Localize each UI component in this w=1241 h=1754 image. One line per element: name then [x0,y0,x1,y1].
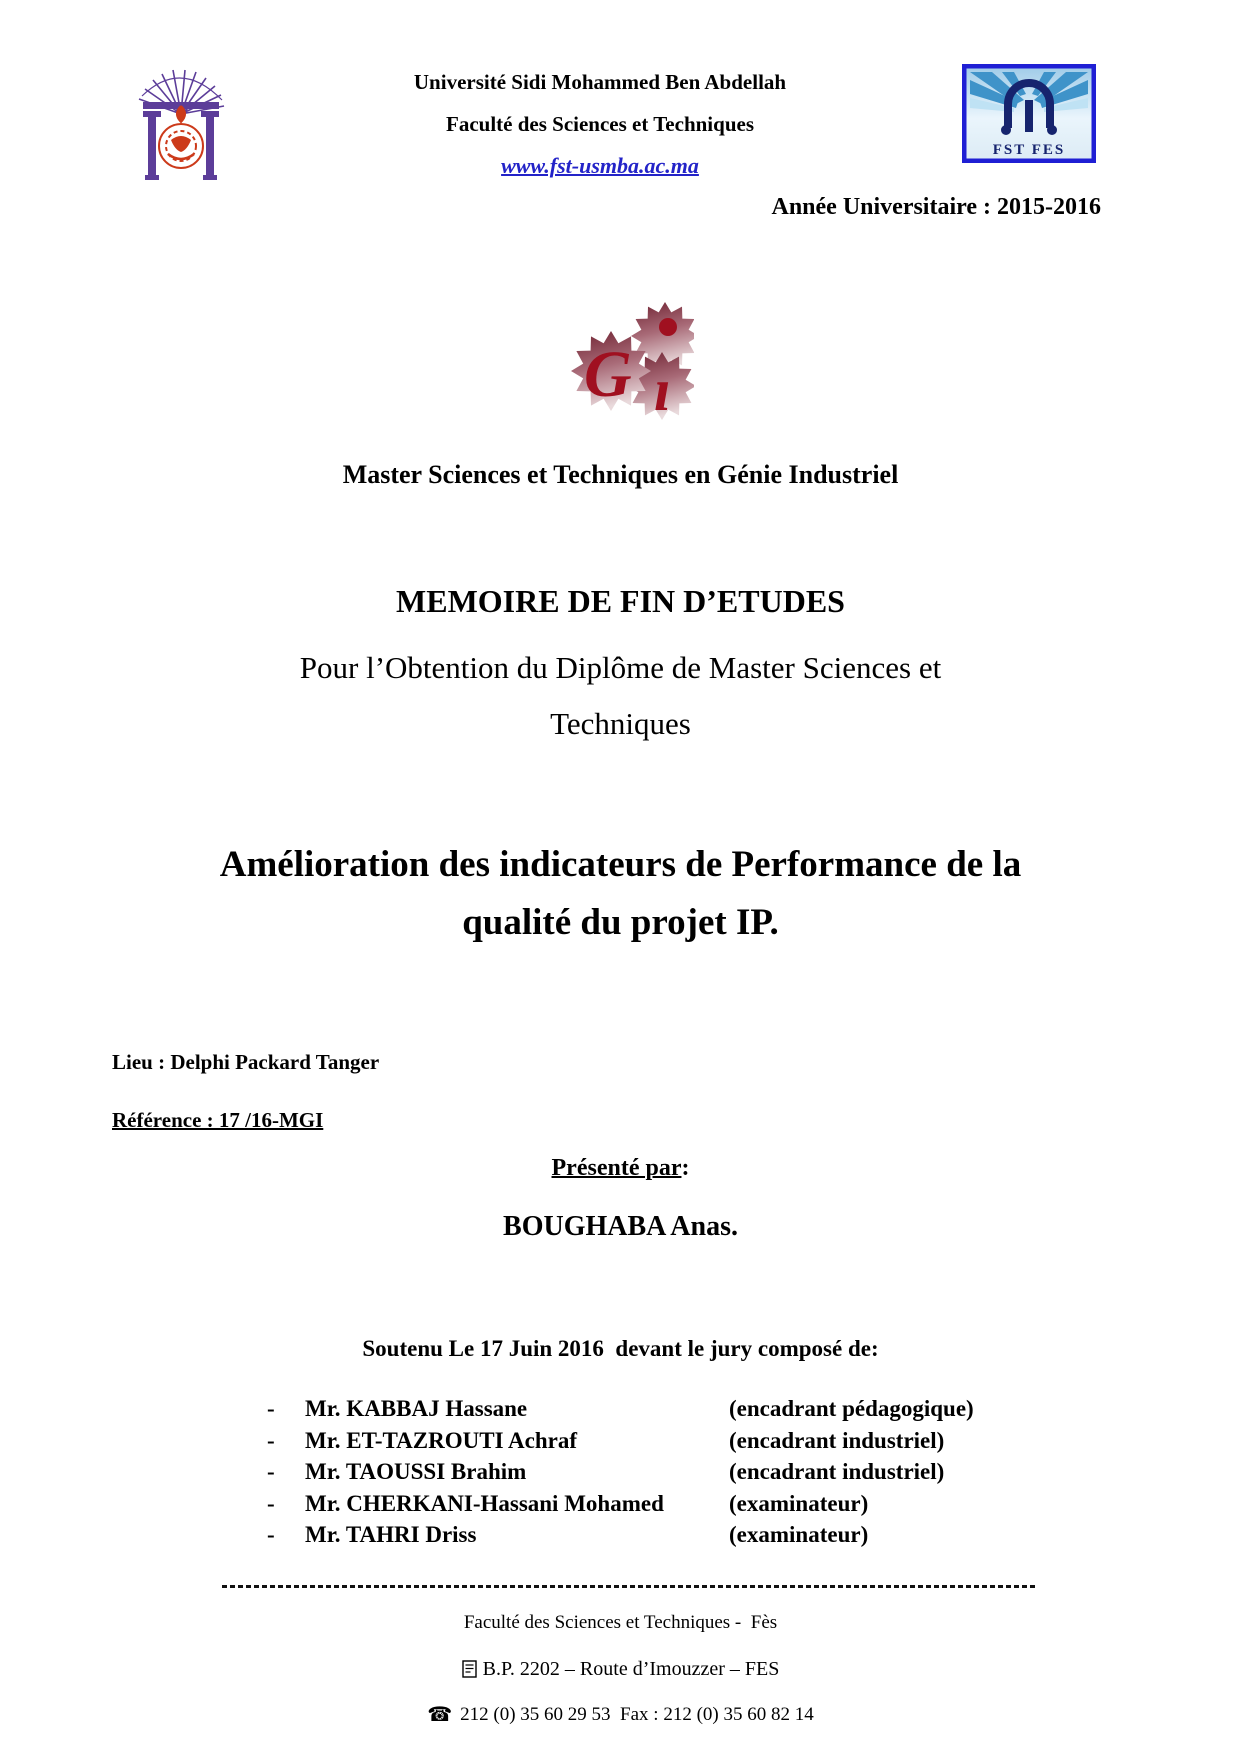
footer-faculty-line: Faculté des Sciences et Techniques - Fès [463,1612,778,1633]
jury-row [267,1428,1167,1460]
jury-row [267,1522,1167,1554]
header-website-row [240,153,960,179]
jury-member-role: (encadrant industriel) [729,1459,945,1485]
thesis-title-line1: Amélioration des indicateurs de Performance de la [219,844,1022,885]
jury-member-name: Mr. TAHRI Driss [305,1522,477,1548]
jury-list [267,1396,1167,1554]
jury-member-role: (examinateur) [729,1490,869,1516]
website-link[interactable]: www.fst-usmba.ac.ma [501,153,699,178]
jury-member-name: Mr. TAOUSSI Brahim [305,1459,527,1485]
footer-phone-text: 212 (0) 35 60 29 53 Fax : 212 (0) 35 60 82 14 [460,1704,814,1725]
fst-fes-logo-icon [962,64,1096,163]
jury-member-role: (examinateur) [729,1522,869,1548]
gi-logo-svg [566,294,694,420]
dashed-separator [222,1585,1038,1588]
footer-address-line [0,1658,1241,1681]
thesis-title-line2: qualité du projet IP. [462,902,779,943]
jury-bullet: - [267,1427,275,1453]
jury-member-name: Mr. KABBAJ Hassane [305,1396,528,1421]
phone-icon: ☎ [427,1702,453,1726]
memoire-heading: MEMOIRE DE FIN D’ETUDES [396,583,845,619]
academic-year: Année Universitaire : 2015-2016 [771,194,1101,220]
footer-address-text: B.P. 2202 – Route d’Imouzzer – FES [482,1658,780,1680]
gi-letter-g: G [584,338,632,411]
reference-line: Référence : 17 /16-MGI [112,1108,324,1132]
location-line: Lieu : Delphi Packard Tanger [112,1050,380,1074]
jury-row [267,1459,1167,1491]
defense-line: Soutenu Le 17 Juin 2016 devant le jury composé de: [362,1336,879,1361]
author-name: BOUGHABA Anas. [503,1211,738,1242]
jury-row [267,1491,1167,1523]
presented-by-colon: : [681,1155,690,1181]
memoire-subtitle-line2: Techniques [550,706,691,741]
jury-member-role: (encadrant pédagogique) [729,1396,974,1421]
fst-fes-logo-svg [962,64,1096,163]
document-icon [462,1660,477,1678]
genie-industriel-gears-icon [566,294,694,420]
jury-member-name: Mr. ET-TAZROUTI Achraf [305,1427,577,1453]
gi-letter-i: ı [654,357,671,420]
university-emblem-svg [128,56,234,182]
jury-member-role: (encadrant industriel) [729,1427,945,1453]
presented-by-label [0,1155,1241,1182]
presented-by-underlined: Présenté par [551,1155,682,1181]
jury-bullet: - [267,1522,275,1548]
footer-phone-line [0,1702,1241,1726]
jury-row [267,1396,1167,1428]
university-emblem-icon [128,56,234,182]
header-faculty-name: Faculté des Sciences et Techniques [446,112,754,136]
jury-bullet: - [267,1459,275,1485]
program-title: Master Sciences et Techniques en Génie Industriel [342,460,899,489]
jury-bullet: - [267,1396,275,1421]
jury-member-name: Mr. CHERKANI-Hassani Mohamed [305,1490,664,1516]
memoire-subtitle-line1: Pour l’Obtention du Diplôme de Master Sciences et [299,650,942,685]
fst-logo-text: FST FES [992,142,1066,158]
header-university-name: Université Sidi Mohammed Ben Abdellah [413,70,787,94]
jury-bullet: - [267,1490,275,1516]
